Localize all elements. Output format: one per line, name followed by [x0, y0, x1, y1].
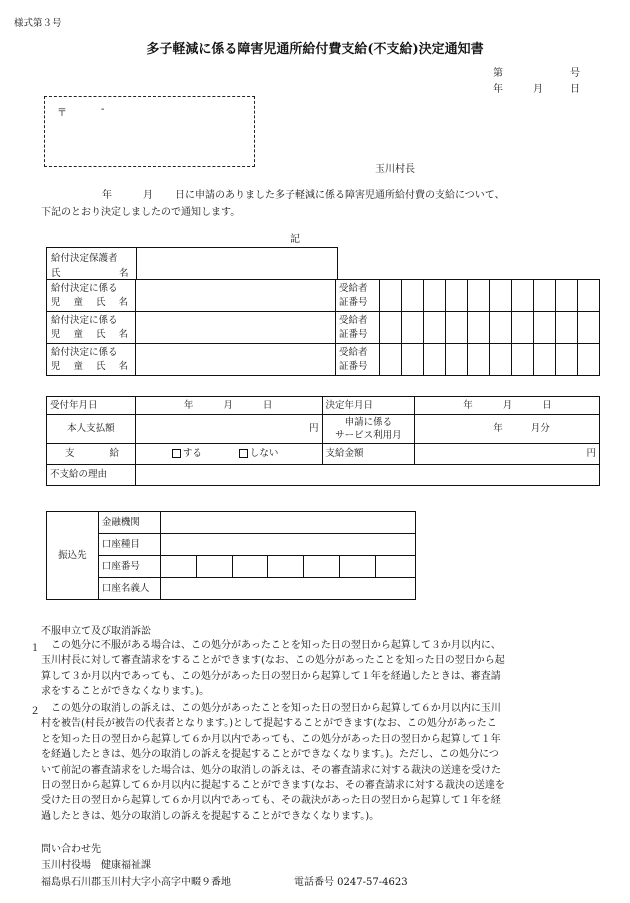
account-holder-cell: [160, 578, 415, 600]
recipient-digit: [402, 312, 424, 344]
option-yes[interactable]: する: [172, 448, 202, 459]
child-name-cell: [136, 344, 336, 376]
intro-text: 日に申請のありました多子軽減に係る障害児通所給付費の支給について、: [175, 190, 505, 201]
recipient-digit: [556, 280, 578, 312]
recipient-digit: [556, 312, 578, 344]
guardian-label: 給付決定保護者: [51, 253, 118, 264]
item2-line: いて前記の審査請求をした場合は、処分の取消しの訴えは、その審査請求に対する裁決の送達を受けた: [41, 764, 501, 776]
recipient-digit: [534, 312, 556, 344]
issuer: 玉川村長: [375, 164, 415, 175]
transfer-label: 振込先: [47, 512, 99, 600]
recipient-digit: [380, 344, 402, 376]
payment-options: [135, 444, 322, 465]
option-no[interactable]: しない: [239, 448, 279, 459]
recipient-digit: [424, 312, 446, 344]
contact-office: 玉川村役場 健康福祉課: [41, 860, 151, 871]
contact-address: 福島県石川郡玉川村大字小高字中畷９番地: [41, 877, 231, 888]
decision-date-label: 決定年月日: [322, 397, 415, 415]
recipient-digit: [512, 280, 534, 312]
recipient-digit: [380, 280, 402, 312]
form-number: 様式第３号: [14, 18, 62, 29]
intro-month: 月: [143, 190, 153, 201]
item2-line: 日の翌日から起算して６か月以内に提起することができます(なお、その審査請求に対する裁決の送達を: [41, 780, 505, 792]
recipient-label: 受給者 証番号: [336, 344, 380, 376]
document-title: 多子軽減に係る障害児通所給付費支給(不支給)決定通知書: [146, 42, 484, 57]
account-type-cell: [160, 534, 415, 556]
bank-cell: [160, 512, 415, 534]
child-row: [47, 312, 600, 344]
received-date-label: 受付年月日: [47, 397, 136, 415]
item2-number: ２: [30, 706, 40, 717]
transfer-table: [46, 511, 416, 600]
guardian-row: [46, 247, 338, 280]
payment-amount-label: 支給金額: [322, 444, 415, 465]
child-table: [46, 279, 600, 376]
recipient-digit: [402, 344, 424, 376]
recipient-digit: [468, 312, 490, 344]
address-box: [44, 96, 255, 167]
recipient-digit: [512, 312, 534, 344]
guardian-label-shi: 氏: [51, 268, 61, 279]
child-row: [47, 344, 600, 376]
item2-text: [41, 701, 601, 824]
reason-label: 不支給の理由: [47, 465, 136, 486]
recipient-digit: [380, 312, 402, 344]
recipient-digit: [424, 344, 446, 376]
item2-line: を経過したときは、処分の取消しの訴えを提起することができなくなります。)。ただし、この処分につ: [41, 749, 499, 761]
item1-line: 玉川村長に対して審査請求をすることができます(なお、この処分があったことを知った日の翌日から起: [41, 655, 505, 667]
payment-amount-yen: 円: [415, 444, 600, 465]
doc-date-year: 年: [493, 84, 503, 95]
checkbox-icon: [239, 449, 248, 458]
self-pay-label: 本人支払額: [47, 415, 136, 444]
doc-date-month: 月: [533, 84, 543, 95]
recipient-digit: [556, 344, 578, 376]
bank-label: 金融機関: [98, 512, 160, 534]
recipient-digit: [468, 344, 490, 376]
recipient-digit: [578, 344, 600, 376]
guardian-label-mei: 名: [119, 268, 129, 279]
recipient-digit: [490, 312, 512, 344]
account-digit: [376, 556, 416, 578]
child-label: 給付決定に係る 児 童 氏 名: [47, 344, 136, 376]
payment-label: 支 給: [47, 444, 136, 465]
recipient-digit: [446, 344, 468, 376]
account-digit: [268, 556, 304, 578]
item2-line: 過したときは、処分の取消しの訴えを提起することができなくなります。)。: [41, 810, 380, 822]
child-row: [47, 280, 600, 312]
item2-line: 村を被告(村長が被告の代表者となります。)として提起することができます(なお、この処分があったこ: [41, 718, 497, 730]
intro-text-2: 下記のとおり決定しましたので通知します。: [41, 207, 241, 218]
item2-line: とを知った日の翌日から起算して６か月以内であっても、この処分があった日の翌日から起算して１年: [41, 733, 501, 745]
account-holder-label: 口座名義人: [98, 578, 160, 600]
child-label: 給付決定に係る 児 童 氏 名: [47, 312, 136, 344]
self-pay-yen: 円: [135, 415, 322, 444]
child-name-cell: [136, 280, 336, 312]
child-name-cell: [136, 312, 336, 344]
account-digit: [196, 556, 232, 578]
account-type-label: 口座種目: [98, 534, 160, 556]
recipient-label: 受給者 証番号: [336, 280, 380, 312]
ki-label: 記: [290, 234, 300, 245]
item1-text: [41, 638, 601, 700]
service-month-cell: 年 月分: [415, 415, 600, 444]
account-number-label: 口座番号: [98, 556, 160, 578]
recipient-digit: [402, 280, 424, 312]
recipient-digit: [446, 280, 468, 312]
item1-number: １: [30, 643, 40, 654]
recipient-digit: [468, 280, 490, 312]
doc-date-day: 日: [570, 84, 580, 95]
item1-line: この処分に不服がある場合は、この処分があったことを知った日の翌日から起算して３か月以内に、: [51, 640, 501, 651]
contact-heading: 問い合わせ先: [41, 844, 101, 855]
recipient-label: 受給者 証番号: [336, 312, 380, 344]
received-date-cell: 年 月 日: [135, 397, 322, 415]
decision-date-cell: 年 月 日: [415, 397, 600, 415]
intro-year: 年: [102, 190, 112, 201]
item1-line: 求をすることができなくなります。)。: [41, 686, 210, 698]
item1-line: 算して３か月以内であっても、この処分があった日の翌日から起算して１年を経過したときは、審査請: [41, 670, 501, 682]
recipient-digit: [490, 280, 512, 312]
decision-table: [46, 396, 600, 486]
account-digit: [232, 556, 268, 578]
recipient-digit: [578, 312, 600, 344]
recipient-digit: [490, 344, 512, 376]
appeal-heading: 不服申立て及び取消訴訟: [41, 626, 151, 637]
child-label: 給付決定に係る 児 童 氏 名: [47, 280, 136, 312]
recipient-digit: [446, 312, 468, 344]
account-digit: [340, 556, 376, 578]
item2-line: 受けた日の翌日から起算して６か月以内であっても、その裁決があった日の翌日から起算して１年を経: [41, 795, 501, 807]
contact-phone: 電話番号 0247-57-4623: [294, 877, 408, 888]
recipient-digit: [578, 280, 600, 312]
recipient-digit: [534, 280, 556, 312]
postal-mark: 〒: [57, 108, 67, 119]
account-digit: [304, 556, 340, 578]
doc-number-prefix: 第: [493, 68, 503, 79]
account-digit: [160, 556, 196, 578]
doc-number-suffix: 号: [570, 68, 580, 79]
postal-dash: -: [101, 104, 105, 115]
recipient-digit: [512, 344, 534, 376]
recipient-digit: [424, 280, 446, 312]
service-month-label: 申請に係る サービス利用月: [322, 415, 415, 444]
item2-line: この処分の取消しの訴えは、この処分があったことを知った日の翌日から起算して６か月以内に玉川: [51, 703, 501, 714]
checkbox-icon: [172, 449, 181, 458]
reason-cell: [135, 465, 599, 486]
recipient-digit: [534, 344, 556, 376]
